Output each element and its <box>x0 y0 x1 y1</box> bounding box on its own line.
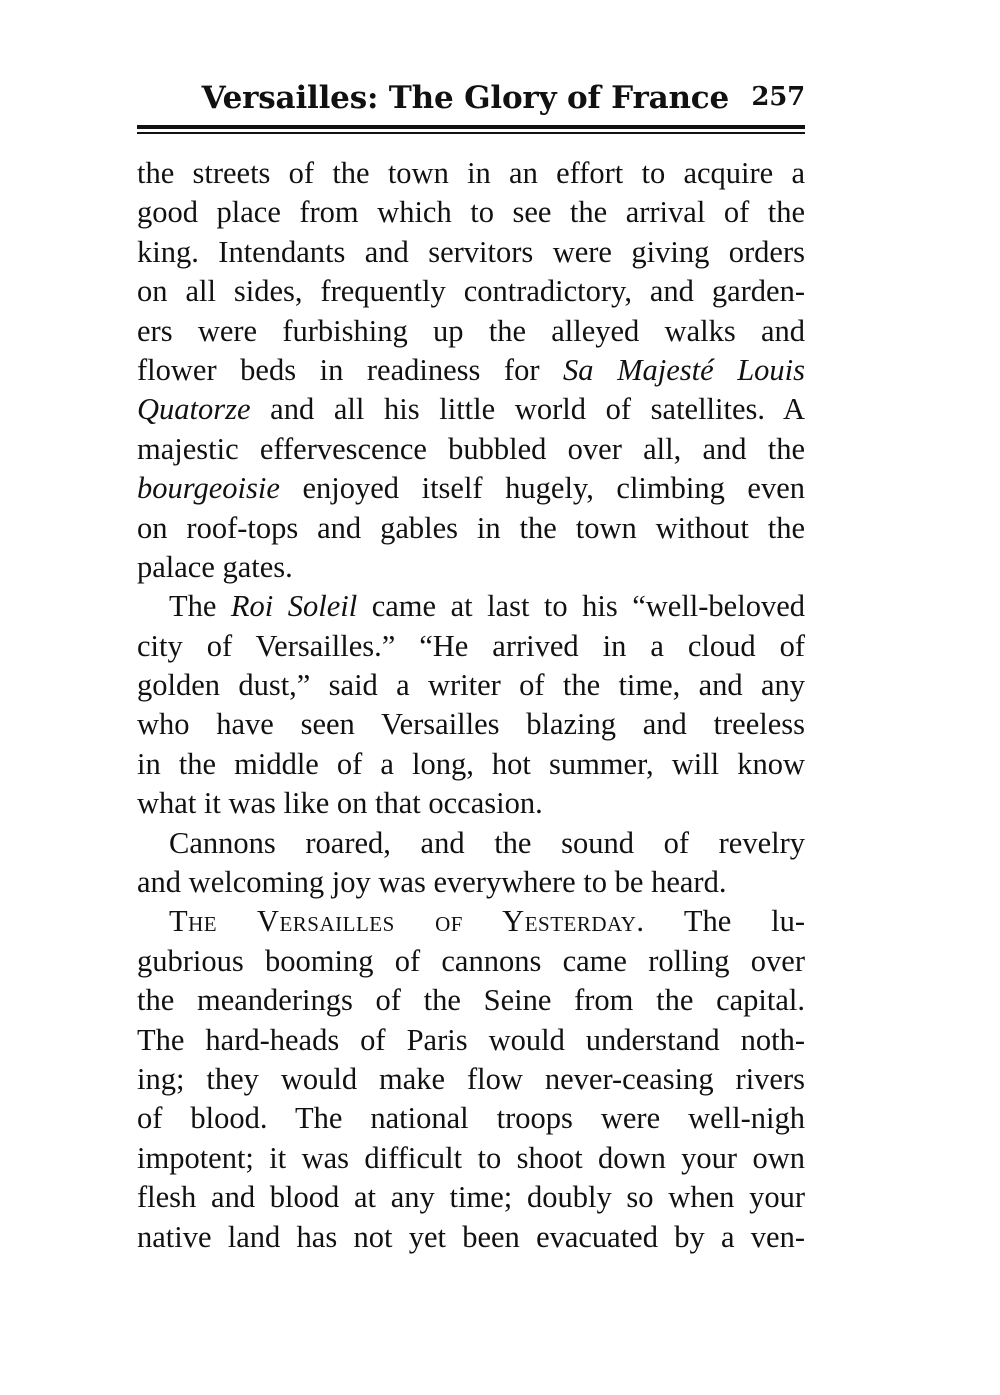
text-run: The <box>169 589 231 624</box>
text-run: on roof-tops and gables in the town without the <box>137 510 805 545</box>
text-run: what it was like on that occasion. <box>137 786 543 821</box>
text-run: the streets of the town in an effort to acquire a <box>137 156 805 190</box>
text-run: ers were furbishing up the alleyed walks and <box>137 313 805 348</box>
italic-text: bourgeoisie <box>137 471 280 506</box>
text-line <box>137 390 805 429</box>
text-line <box>137 312 805 351</box>
text-line <box>137 469 805 508</box>
text-run: and all his little world of satellites. A <box>250 392 805 427</box>
text-run: the meanderings of the Seine from the capital. <box>137 983 805 1018</box>
text-line <box>137 784 805 823</box>
text-run: Cannons roared, and the sound of revelry <box>169 825 805 860</box>
italic-text: Roi Soleil <box>230 589 358 624</box>
text-line <box>137 548 805 587</box>
text-run: who have seen Versailles blazing and treeless <box>137 707 805 742</box>
text-line <box>137 824 805 863</box>
text-line <box>137 1178 805 1217</box>
text-run: on all sides, frequently contradictory, and garden- <box>137 274 805 309</box>
text-line <box>137 351 805 390</box>
text-run: golden dust,” said a writer of the time, and any <box>137 668 805 703</box>
text-line <box>137 1060 805 1099</box>
body-text <box>137 154 805 1257</box>
text-line <box>137 1218 805 1257</box>
text-run: and welcoming joy was everywhere to be heard. <box>137 865 727 900</box>
text-run: flower beds in readiness for <box>137 352 564 387</box>
italic-text: Sa Majesté Louis <box>563 352 806 387</box>
text-run: native land has not yet been evacuated by a ven- <box>137 1219 805 1254</box>
text-line <box>137 1021 805 1060</box>
text-run: majestic effervescence bubbled over all, and the <box>137 431 805 466</box>
text-run: city of Versailles.” “He arrived in a cloud of <box>137 628 805 663</box>
text-line <box>137 666 805 705</box>
text-line <box>137 627 805 666</box>
text-run: good place from which to see the arrival of the <box>137 195 805 230</box>
text-run: palace gates. <box>137 549 293 584</box>
text-run: came at last to his “well-beloved <box>357 589 805 624</box>
section-heading: The Versailles of Yesterday. <box>169 904 645 939</box>
running-head <box>137 72 805 122</box>
text-line <box>137 942 805 981</box>
italic-text: Quatorze <box>137 392 251 427</box>
text-line <box>137 272 805 311</box>
text-line <box>137 863 805 902</box>
text-run: gubrious booming of cannons came rolling over <box>137 943 805 978</box>
text-line <box>137 705 805 744</box>
text-run: in the middle of a long, hot summer, will know <box>137 746 805 781</box>
text-run: enjoyed itself hugely, climbing even <box>279 471 805 506</box>
text-line <box>137 154 805 193</box>
text-line <box>137 902 805 941</box>
text-line <box>137 430 805 469</box>
running-title: Versailles: The Glory of France <box>201 80 729 116</box>
text-line <box>137 193 805 232</box>
text-line <box>137 745 805 784</box>
text-line <box>137 509 805 548</box>
text-line <box>137 1139 805 1178</box>
text-line <box>137 233 805 272</box>
text-line <box>137 1099 805 1138</box>
header-rule-thin <box>137 132 805 134</box>
text-line <box>137 587 805 626</box>
header-rule-thick <box>137 125 805 129</box>
text-run: impotent; it was difficult to shoot down your own <box>137 1140 805 1175</box>
text-run: ing; they would make flow never-ceasing rivers <box>137 1061 805 1096</box>
page-number: 257 <box>751 82 805 112</box>
text-run: flesh and blood at any time; doubly so when your <box>137 1180 805 1215</box>
text-run: of blood. The national troops were well-nigh <box>137 1101 805 1136</box>
text-run: The lu- <box>644 904 805 939</box>
text-line <box>137 981 805 1020</box>
text-run: king. Intendants and servitors were giving orders <box>137 234 805 269</box>
text-run: The hard-heads of Paris would understand noth- <box>137 1022 805 1057</box>
